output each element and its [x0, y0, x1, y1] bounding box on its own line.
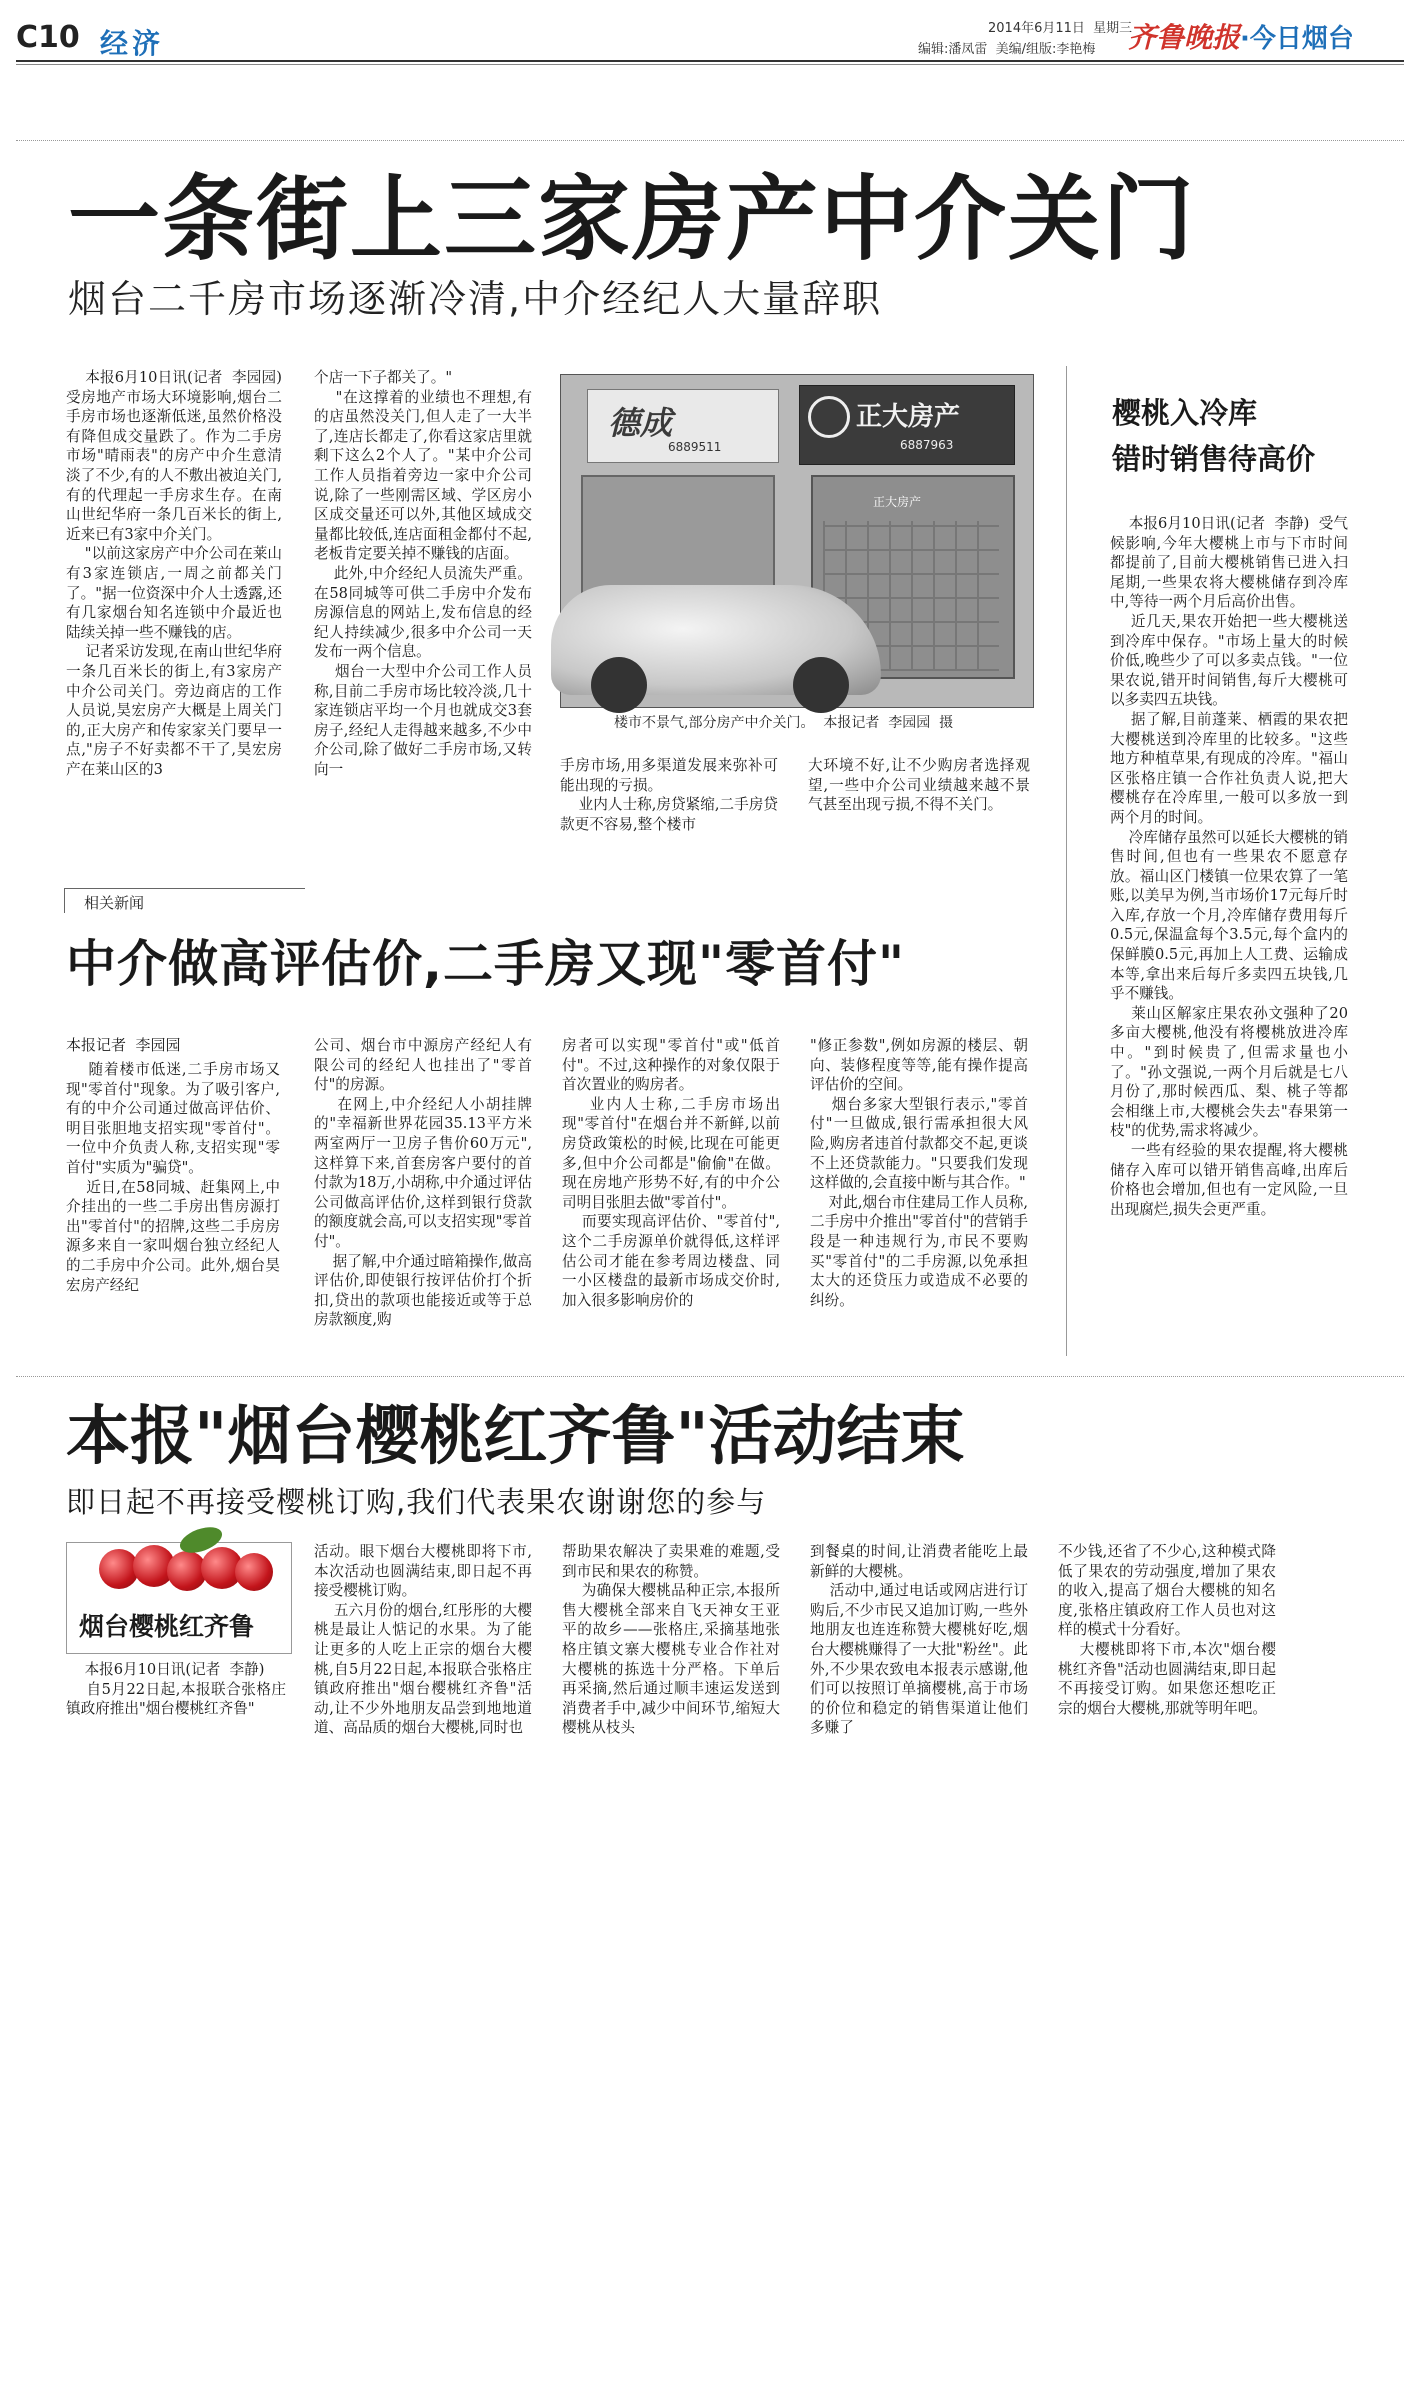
- story4-rule: [16, 1376, 1404, 1377]
- story2-headline: 樱桃入冷库 错时销售待高价: [1112, 396, 1316, 476]
- story2-divider: [1066, 366, 1067, 1356]
- header-rule: [16, 60, 1404, 62]
- related-news-label: 相关新闻: [84, 894, 145, 912]
- story4-col3: 帮助果农解决了卖果难的难题,受到市民和果农的称赞。 为确保大樱桃品种正宗,本报所售大樱桃全部来自飞天神女王亚平的故乡——张格庄,采摘基地张格庄镇文寨大樱桃专业合作社对大樱桃的拣选十分严格。下单后再采摘,然后通过顺丰速运发送到消费者手中,减少中间环节,缩短大樱桃从枝头: [562, 1543, 781, 1737]
- sign-left: [587, 389, 779, 463]
- sign-right-name: 正大房产: [856, 402, 961, 432]
- story4-col4: 到餐桌的时间,让消费者能吃上最新鲜的大樱桃。 活动中,通过电话或网店进行订购后,不少市民又追加订购,一些外地朋友也连连称赞大樱桃好吃,烟台大樱桃赚得了一大批"粉丝"。此外,不少果农致电本报表示感谢,他们可以按照订单摘樱桃,高于市场的价位和稳定的销售渠道让他们多赚了: [810, 1543, 1029, 1737]
- cherry-logo: [66, 1542, 292, 1654]
- story1-photo-caption: 楼市不景气,部分房产中介关门。 本报记者 李园园 摄: [614, 715, 954, 731]
- edition-name: ·今日烟台: [1240, 24, 1354, 54]
- story1-subhead: 烟台二千房市场逐渐冷清,中介经纪人大量辞职: [68, 277, 883, 321]
- paper-name: 齐鲁晚报: [1128, 21, 1241, 54]
- section-label: 经济: [100, 27, 165, 60]
- door-plate: 正大房产: [873, 495, 922, 509]
- header-date: 2014年6月11日 星期三: [988, 21, 1133, 36]
- story3-col4: "修正参数",例如房源的楼层、朝向、装修程度等等,能有操作提高评估价的空间。 烟台多家大型银行表示,"零首付"一旦做成,银行需承担很大风险,购房者违首付款都交不起,更谈不上还贷款能力。"只要我们发现这样做的,会直接中断与其合作。" 对此,烟台市住建局工作人员称,二手房中介推出"零首付"的营销手段是一种违规行为,市民不要购买"零首付"的二手房源,以免承担太大的还贷压力或造成不必要的纠纷。: [810, 1037, 1028, 1309]
- sign-left-phone: 6889511: [668, 440, 722, 454]
- story1-col4: 大环境不好,让不少购房者选择观望,一些中介公司业绩越来越不景气甚至出现亏损,不得不关门。: [808, 757, 1030, 814]
- story1-photo: [560, 374, 1034, 708]
- car-wheel-icon: [793, 657, 849, 713]
- car-wheel-icon: [591, 657, 647, 713]
- section-rule: [16, 140, 1404, 141]
- story3-byline: 本报记者 李园园: [66, 1036, 181, 1054]
- header-editors: 编辑:潘凤雷 美编/组版:李艳梅: [918, 42, 1096, 57]
- story4-col2: 活动。眼下烟台大樱桃即将下市,本次活动也圆满结束,即日起不再接受樱桃订购。 五六月份的烟台,红彤彤的大樱桃是最让人惦记的水果。为了能让更多的人吃上正宗的烟台大樱桃,自5月22日起,本报联合张格庄镇政府推出"烟台樱桃红齐鲁"活动,让不少外地朋友品尝到地地道道、高品质的烟台大樱桃,同时也: [314, 1543, 533, 1737]
- header-rule-thin: [16, 64, 1404, 65]
- story4-headline: 本报"烟台樱桃红齐鲁"活动结束: [66, 1400, 965, 1474]
- cherry-icon: [235, 1553, 273, 1591]
- page-code: C10: [16, 20, 80, 55]
- story1-col2: 个店一下子都关了。" "在这撑着的业绩也不理想,有的店虽然没关门,但人走了一大半了,连店长都走了,你看这家店里就剩下这么2个人了。"某中介公司工作人员指着旁边一家中介公司说,除了一些刚需区域、学区房小区成交量还可以外,其他区域成交量都比较低,连店面租金都付不起,老板肯定要关掉不赚钱的店面。 此外,中介经纪人员流失严重。在58同城等可供二手房中介发布房源信息的网站上,发布信息的经纪人持续减少,很多中介公司一天发布一两个信息。 烟台一大型中介公司工作人员称,目前二手房市场比较冷淡,几十家连锁店平均一个月也就成交3套房子,经纪人走得越来越多,不少中介公司,除了做好二手房市场,又转向一: [314, 369, 533, 778]
- story3-col3: 房者可以实现"零首付"或"低首付"。不过,这种操作的对象仅限于首次置业的购房者。 业内人士称,二手房市场出现"零首付"在烟台并不新鲜,以前房贷政策松的时候,比现在可能更多,但中介公司都是"偷偷"在做。现在房地产形势不好,有的中介公司明目张胆去做"零首付"。 而要实现高评估价、"零首付",这个二手房源单价就得低,这样评估公司才能在参考周边楼盘、同一小区楼盘的最新市场成交价时,加入很多影响房价的: [562, 1037, 781, 1309]
- cherry-logo-text: 烟台樱桃红齐鲁: [79, 1612, 255, 1641]
- sign-left-name: 德成: [608, 404, 673, 442]
- story4-subhead: 即日起不再接受樱桃订购,我们代表果农谢谢您的参与: [66, 1485, 767, 1519]
- story3-col1: 随着楼市低迷,二手房市场又现"零首付"现象。为了吸引客户,有的中介公司通过做高评估价、明目张胆地支招实现"零首付"。一位中介负责人称,支招实现"零首付"实质为"骗贷"。 近日,在58同城、赶集网上,中介挂出的一些二手房出售房源打出"零首付"的招牌,这些二手房房源多来自一家叫烟台独立经纪人的二手房中介公司。此外,烟台昊宏房产经纪: [66, 1061, 281, 1294]
- sign-right: [799, 385, 1015, 465]
- story4-col1: 本报6月10日讯(记者 李静) 自5月22日起,本报联合张格庄镇政府推出"烟台樱桃红齐鲁": [66, 1661, 287, 1718]
- story3-headline: 中介做高评估价,二手房又现"零首付": [66, 935, 906, 993]
- story1-col3: 手房市场,用多渠道发展来弥补可能出现的亏损。 业内人士称,房贷紧缩,二手房贷款更不容易,整个楼市: [560, 757, 778, 833]
- story1-headline: 一条街上三家房产中介关门: [68, 166, 1197, 273]
- paper-logo: [1128, 16, 1354, 56]
- story4-col5: 不少钱,还省了不少心,这种模式降低了果农的劳动强度,增加了果农的收入,提高了烟台大樱桃的知名度,张格庄镇政府工作人员也对这样的模式十分看好。 大樱桃即将下市,本次"烟台樱桃红齐鲁"活动也圆满结束,即日起不再接受订购。如果您还想吃正宗的烟台大樱桃,那就等明年吧。: [1058, 1543, 1276, 1717]
- story3-col2: 公司、烟台市中源房产经纪人有限公司的经纪人也挂出了"零首付"的房源。 在网上,中介经纪人小胡挂牌的"幸福新世界花园35.13平方米两室两厅一卫房子售价60万元",这样算下来,首套房客户要付的首付款为18万,小胡称,中介通过评估公司做高评估价,这样到银行贷款的额度就会高,可以支招实现"零首付"。 据了解,中介通过暗箱操作,做高评估价,即使银行按评估价打个折扣,贷出的款项也能接近或等于总房款额度,购: [314, 1037, 533, 1329]
- story2-body: 本报6月10日讯(记者 李静) 受气候影响,今年大樱桃上市与下市时间都提前了,目前大樱桃销售已进入扫尾期,一些果农将大樱桃储存到冷库中,等待一两个月后高价出售。 近几天,果农开始把一些大樱桃送到冷库中保存。"市场上量大的时候价低,晚些少了可以多卖点钱。"一位果农说,错开时间销售,每斤大樱桃可以多卖四五块钱。 据了解,目前蓬莱、栖霞的果农把大樱桃送到冷库里的比较多。"这些地方种植草果,有现成的冷库。"福山区张格庄镇一合作社负责人说,把大樱桃存在冷库里,一般可以多放一到两个月的时间。 冷库储存虽然可以延长大樱桃的销售时间,但也有一些果农不愿意存放。福山区门楼镇一位果农算了一笔账,以美早为例,当市场价17元每斤时入库,存放一个月,冷库储存费用每斤0.5元,保温盒每个3.5元,每个盒内的保鲜膜0.5元,再加上人工费、运输成本等,拿出来后每斤多卖四五块钱,几乎不赚钱。 莱山区解家庄果农孙文强种了20多亩大樱桃,他没有将樱桃放进冷库中。"到时候贵了,但需求量也小了。"孙文强说,一两个月后就是七八月份了,那时候西瓜、梨、桃子等都会相继上市,大樱桃会失去"春果第一枝"的优势,需求将减少。 一些有经验的果农提醒,将大樱桃储存入库可以错开销售高峰,出库后价格也会增加,但也有一定风险,一旦出现腐烂,损失会更严重。: [1110, 515, 1348, 1218]
- sign-right-phone: 6887963: [900, 438, 954, 452]
- story1-col1: 本报6月10日讯(记者 李园园) 受房地产市场大环境影响,烟台二手房市场也逐渐低迷,虽然价格没有降但成交量跌了。作为二手房市场"晴雨表"的房产中介生意清淡了不少,有的人不敷出被迫关门,有的代理起一手房求生存。在南山世纪华府一条几百米长的街上,近来已有3家中介关门。 "以前这家房产中介公司在莱山有3家连锁店,一周之前都关门了。"据一位资深中介人士透露,还有几家烟台知名连锁中介最近也陆续关掉一些不赚钱的店。 记者采访发现,在南山世纪华府一条几百米长的街上,有3家房产中介公司关门。旁边商店的工作人员说,昊宏房产大概是上周关门的,正大房产和传家家关门要早一点,"房子不好卖都不干了,昊宏房产在莱山区的3: [66, 369, 282, 778]
- brand-mark-icon: [808, 396, 850, 438]
